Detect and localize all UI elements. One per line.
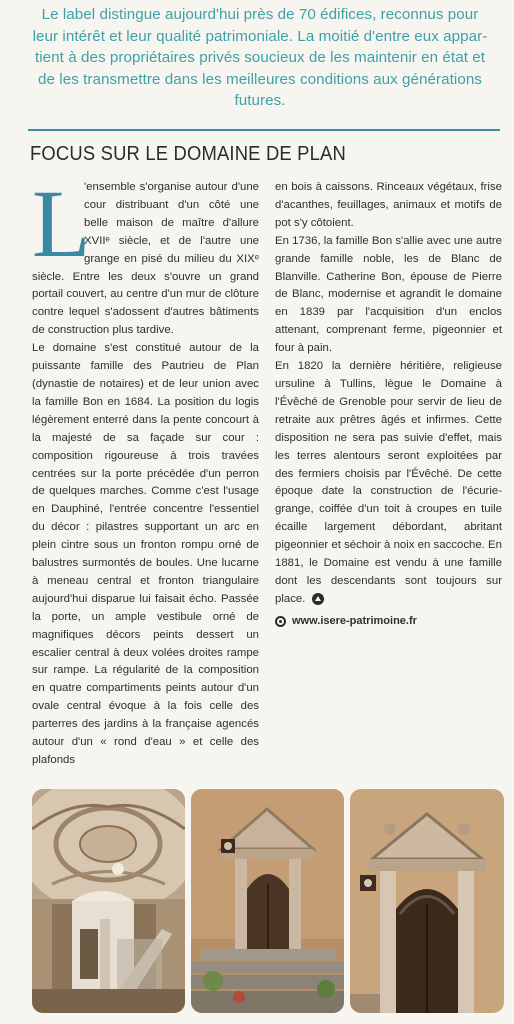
article-column-left (32, 170, 259, 770)
section-divider (28, 129, 500, 131)
triangle-up-icon (312, 593, 324, 605)
article-paragraph (32, 170, 259, 340)
drop-cap: L (32, 170, 91, 277)
paragraph-text: 'ensemble s'organise autour d'une cour distribuant d'un côté une belle maison de maître d'allure XVIIᵉ siècle, et de l'autre une grange en pisé du milieu du XIXᵉ siècle. Entre les deux s'ouvre un grand portail couvert, au centre d'un mur de clôture contre lequel s'adossent d'autres bâtiments de construction plus tardive. (32, 181, 259, 337)
photo-vestibule-staircase (32, 789, 185, 1013)
intro-line: Le label distingue aujourd'hui près de 70 édifices, reconnus pour (41, 6, 479, 23)
article-paragraph: en bois à caissons. Rinceaux végétaux, frise d'acanthes, feuillages, animaux et motifs de pot s'y côtoient. (275, 181, 502, 229)
intro-text (22, 4, 498, 112)
article-paragraph (275, 358, 502, 609)
intro-line: de les transmettre dans les meilleures conditions aux générations (38, 70, 482, 88)
website-link[interactable]: www.isere-patrimoine.fr (292, 614, 417, 627)
article-column-right (275, 179, 502, 631)
article-paragraph: Le domaine s'est constitué autour de la puissante famille des Pautrieu de Plan (dynastie de notaires) et de leur union avec la famille Bon en 1684. La position du logis légèrement enterré dans la pente concourt à la majesté de sa façade sur cour : composition rigoureuse à trois travées centrées sur la porte précédée d'un perron de quelques marches. Comme c'est l'usage en Dauphiné, l'entrée concentre l'essentiel du décor : pilastres supportant un arc en plein cintre sous un fronton rompu orné de balustres surmontés de boules. Une lucarne à meneau central et fronton triangulaire aujourd'hui disparue lui faisait écho. Passée la porte, un ample vestibule orné de magnifiques décors peints dessert un escalier central à deux volées droites rampe sur rampe. La régularité de la composition en quatre compartiments peints autour d'un ovale central évoque à la fois celle des parterres des jardins à la française agencés autour d'un « rond d'eau » et celle des plafonds (32, 342, 259, 766)
photo-doorway-steps (191, 789, 344, 1013)
paragraph-text: En 1820 la dernière héritière, religieuse ursuline à Tullins, lègue le Domaine à l'Évêché de Grenoble pour servir de lieu de retraite aux prêtres âgés et infirmes. Cette disposition ne sera pas suivie d'effet, mais les terres alentours seront exploitées par des fermiers choisis par l'Évêché. De cette époque date la construction de l'écurie-grange, coiffée d'un toit à croupes en tuile écaille largement débordant, abritant pigeonnier et séchoir à noix en saccoche. En 1881, le Domaine est vendu à une famille dont les descendants sont toujours sur place. (275, 360, 502, 605)
photo-portal (350, 789, 504, 1013)
article-paragraph: En 1736, la famille Bon s'allie avec une autre grande famille noble, les de Blanc de Blanville. Catherine Bon, épouse de Pierre de Blanc, modernise et agrandit le domaine en 1839 par l'acquisition d'un enclos attenant, comprenant ferme, pigeonnier et four à pain. (275, 234, 502, 355)
website-reference (275, 613, 502, 631)
section-title: FOCUS SUR LE DOMAINE DE PLAN (30, 143, 346, 165)
intro-line: futures. (234, 92, 286, 109)
intro-line: leur intérêt et leur qualité patrimoniale. La moitié d'entre eux appar- (32, 27, 488, 45)
intro-line: tient à des propriétaires privés soucieux de les maintenir en état et (34, 49, 486, 66)
target-icon (275, 616, 286, 627)
